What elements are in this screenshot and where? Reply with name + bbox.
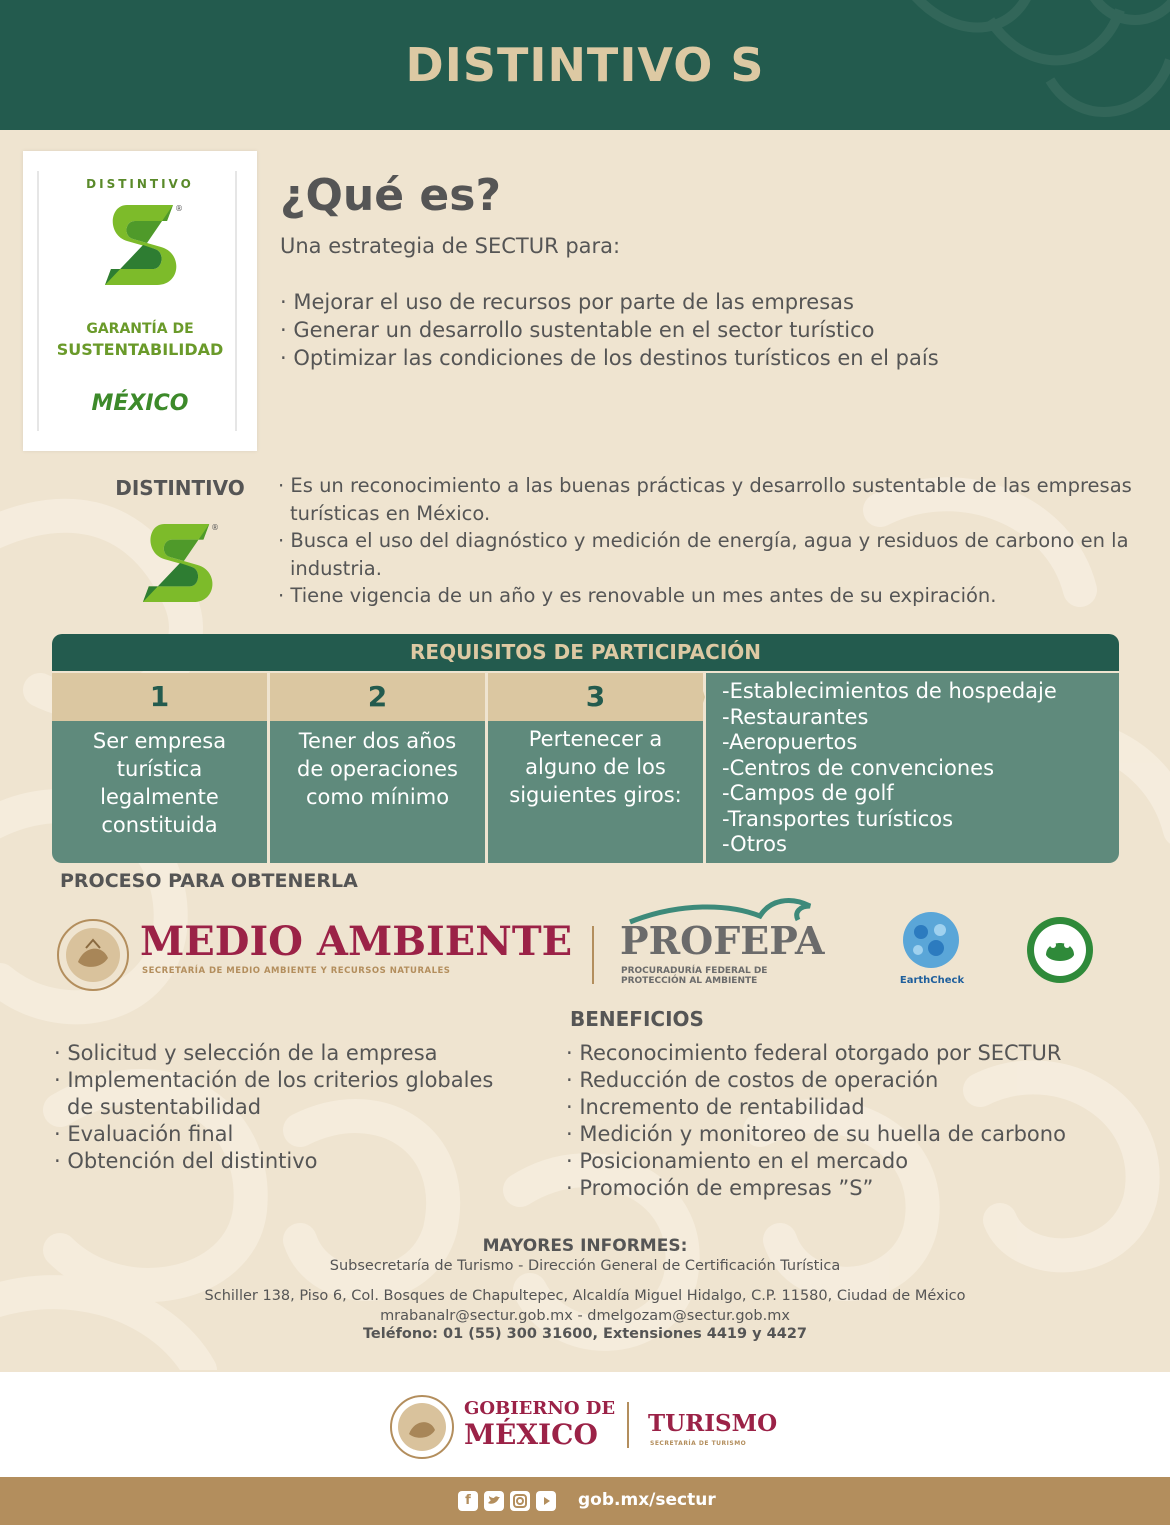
list-item: · Optimizar las condiciones de los destinos turísticos en el país	[280, 346, 939, 370]
svg-text:®: ®	[175, 204, 183, 213]
instagram-icon[interactable]	[510, 1491, 530, 1511]
list-item: · Tiene vigencia de un año y es renovable un mes antes de su expiración.	[278, 584, 997, 607]
mexico-seal-icon	[389, 1394, 455, 1460]
website-link[interactable]: gob.mx/sectur	[578, 1490, 716, 1510]
youtube-icon[interactable]	[536, 1491, 556, 1511]
medio-ambiente-subtitle: SECRETARÍA DE MEDIO AMBIENTE Y RECURSOS NATURALES	[142, 966, 451, 976]
distintivo-label: DISTINTIVO	[115, 476, 245, 500]
list-item: -Aeropuertos	[722, 730, 858, 754]
list-item: -Transportes turísticos	[722, 806, 954, 831]
turismo-subtitle: SECRETARÍA DE TURISMO	[650, 1440, 747, 1447]
contact-info	[0, 1236, 1170, 1342]
twitter-icon[interactable]	[484, 1491, 504, 1511]
list-item: · Reconocimiento federal otorgado por SECTUR	[566, 1041, 1062, 1065]
profepa-logo-text: PROFEPA	[620, 918, 825, 963]
que-es-list	[280, 288, 1140, 372]
s-logo-icon	[103, 197, 183, 292]
list-item: · Mejorar el uso de recursos por parte de las empresas	[280, 290, 854, 314]
requisitos-table	[52, 634, 1119, 863]
giros-list	[706, 673, 1119, 863]
distintivo-small-logo	[100, 476, 260, 615]
requisito-text: Pertenecer a alguno de los siguientes giros:	[509, 727, 682, 807]
beneficios-list	[566, 1040, 1146, 1202]
profepa-subtitle	[621, 966, 767, 986]
requisito-col-1	[52, 673, 267, 863]
list-item: · Medición y monitoreo de su huella de carbono	[566, 1122, 1066, 1146]
list-item: · Implementación de los criterios globales de sustentabilidad	[54, 1068, 494, 1119]
list-item: · Incremento de rentabilidad	[566, 1095, 865, 1119]
requisito-col-2	[270, 673, 485, 863]
footer-logos	[0, 1372, 1170, 1477]
address: Schiller 138, Piso 6, Col. Bosques de Chapultepec, Alcaldía Miguel Hidalgo, C.P. 11580, Ciudad de México	[204, 1288, 966, 1304]
list-item: -Centros de convenciones	[722, 755, 995, 780]
partner-logos	[0, 890, 1170, 1000]
list-item: · Generar un desarrollo sustentable en el sector turístico	[280, 318, 875, 342]
social-icons	[458, 1491, 556, 1511]
que-es-title: ¿Qué es?	[280, 170, 501, 221]
earthcheck-logo-icon	[896, 910, 966, 970]
list-item: -Campos de golf	[722, 781, 894, 805]
list-item: · Obtención del distintivo	[54, 1149, 318, 1173]
list-item: · Busca el uso del diagnóstico y medición de energía, agua y residuos de carbono en la industria.	[278, 529, 1129, 580]
list-item: -Otros	[722, 832, 787, 856]
logo-garantia-label: GARANTÍA DE	[86, 321, 194, 337]
arrow-icon	[693, 673, 707, 721]
logo-sustentabilidad-label: SUSTENTABILIDAD	[56, 340, 224, 359]
social-bar	[0, 1477, 1170, 1525]
contact-phone: Teléfono: 01 (55) 300 31600, Extensiones 4419 y 4427	[362, 1326, 808, 1342]
que-es-section	[280, 170, 939, 370]
requisito-col-3	[488, 673, 703, 863]
list-item: · Es un reconocimiento a las buenas prácticas y desarrollo sustentable de las empresas turísticas en México.	[278, 474, 1132, 525]
list-item: · Reducción de costos de operación	[566, 1068, 939, 1092]
contact-emails: mrabanalr@sectur.gob.mx - dmelgozam@sectur.gob.mx	[380, 1308, 790, 1324]
logo-mexico-label: MÉXICO	[91, 391, 189, 416]
turismo-label: TURISMO	[648, 1410, 778, 1437]
earthcheck-label: EarthCheck	[899, 975, 965, 986]
requisito-text: Ser empresa turística legalmente constituida	[92, 729, 227, 837]
medio-ambiente-logo-text: MEDIO AMBIENTE	[140, 918, 573, 965]
list-item: -Restaurantes	[722, 704, 869, 729]
gobierno-label: GOBIERNO DE	[464, 1398, 616, 1419]
list-item: -Establecimientos de hospedaje	[722, 679, 1057, 703]
que-es-intro: Una estrategia de SECTUR para:	[280, 234, 621, 258]
s-logo-icon	[141, 510, 219, 615]
proceso-list	[54, 1040, 524, 1175]
requisito-number: 1	[52, 673, 267, 721]
distintivo-logo-card	[23, 151, 257, 451]
proceso-title: PROCESO PARA OBTENERLA	[60, 870, 358, 892]
profepa-subtitle-line: PROCURADURÍA FEDERAL DE	[621, 966, 768, 976]
requisito-text: Tener dos años de operaciones como mínimo	[297, 729, 458, 809]
logo-top-label: DISTINTIVO	[86, 177, 194, 191]
rainforest-alliance-seal-icon	[1020, 915, 1100, 985]
beneficios-title: BENEFICIOS	[570, 1007, 704, 1031]
requisito-number: 3	[488, 673, 703, 721]
list-item: · Promoción de empresas ”S”	[566, 1176, 874, 1200]
informes-title: MAYORES INFORMES:	[482, 1236, 688, 1256]
svg-text:®: ®	[211, 522, 219, 532]
mexico-label: MÉXICO	[464, 1418, 598, 1451]
logo-divider	[627, 1402, 629, 1448]
list-item: · Posicionamiento en el mercado	[566, 1149, 909, 1173]
facebook-icon[interactable]: f	[458, 1491, 478, 1511]
requisitos-title: REQUISITOS DE PARTICIPACIÓN	[52, 634, 1119, 671]
profepa-subtitle-line: PROTECCIÓN AL AMBIENTE	[621, 976, 758, 986]
logo-divider	[592, 926, 594, 984]
requisito-number: 2	[270, 673, 485, 721]
page-header	[0, 0, 1170, 130]
list-item: · Evaluación final	[54, 1122, 234, 1146]
page-title: DISTINTIVO S	[405, 38, 765, 92]
distintivo-list	[278, 472, 1138, 610]
mexico-seal-icon	[56, 918, 130, 992]
informes-subtitle: Subsecretaría de Turismo - Dirección General de Certificación Turística	[329, 1258, 841, 1274]
list-item: · Solicitud y selección de la empresa	[54, 1041, 438, 1065]
